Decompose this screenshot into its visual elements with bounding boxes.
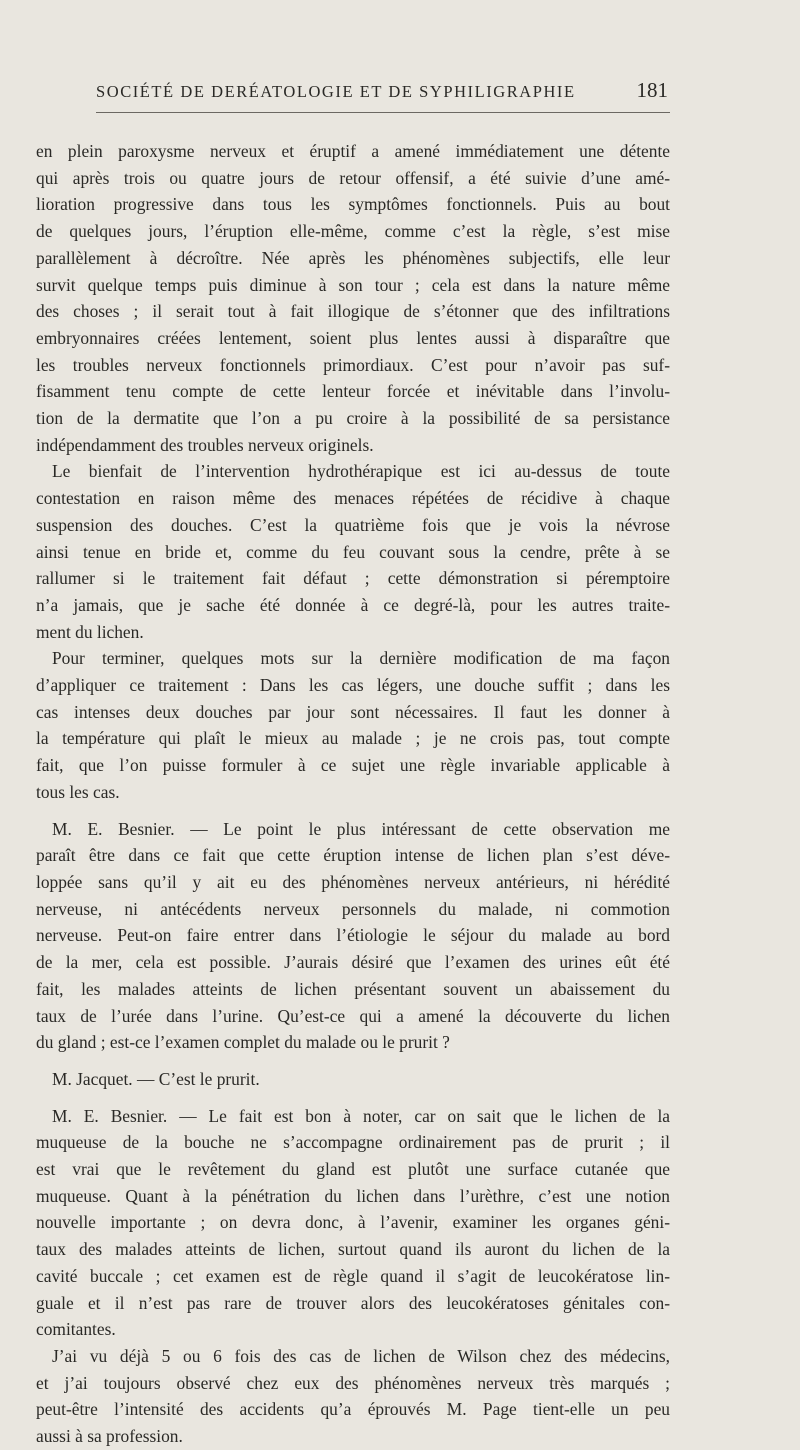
text-line: aussi à sa profession. [36, 1426, 183, 1447]
text-line: peut-être l’intensité des accidents qu’a éprouvés M. Page tient-elle un peu [36, 1399, 670, 1420]
text-line: tion de la dermatite que l’on a pu croire à la possibilité de sa persistance [36, 408, 670, 429]
text-line: d’appliquer ce traitement : Dans les cas légers, une douche suffit ; dans les [36, 675, 670, 696]
text-line: tous les cas. [36, 781, 120, 802]
text-line: des choses ; il serait tout à fait illogique de s’étonner que des infiltrations [36, 301, 670, 322]
page-number: 181 [636, 78, 668, 102]
text-line: les troubles nerveux fonctionnels primordiaux. C’est pour n’avoir pas suf- [36, 354, 670, 375]
text-line: muqueuse. Quant à la pénétration du lichen dans l’urèthre, c’est une notion [36, 1185, 670, 1206]
text-line: J’ai vu déjà 5 ou 6 fois des cas de lichen de Wilson chez des médecins, [52, 1345, 670, 1366]
text-line: rallumer si le traitement fait défaut ; cette démonstration si péremptoire [36, 568, 670, 589]
text-line: M. E. Besnier. — Le fait est bon à noter, car on sait que le lichen de la [52, 1105, 670, 1126]
paragraph [36, 1066, 670, 1093]
paragraph [36, 645, 670, 805]
text-line: de la mer, cela est possible. J’aurais désiré que l’examen des urines eût été [36, 952, 670, 973]
text-line: Pour terminer, quelques mots sur la dernière modification de ma façon [52, 648, 670, 669]
text-line: paraît être dans ce fait que cette éruption intense de lichen plan s’est déve- [36, 845, 670, 866]
text-line: qui après trois ou quatre jours de retour offensif, a été suivie d’une amé- [36, 167, 670, 188]
text-line: embryonnaires créées lentement, soient plus lentes aussi à disparaître que [36, 327, 670, 348]
text-line: survit quelque temps puis diminue à son tour ; cela est dans la nature même [36, 274, 670, 295]
text-line: loppée sans qu’il y ait eu des phénomènes nerveux antérieurs, ni hérédité [36, 871, 670, 892]
text-line: ment du lichen. [36, 621, 144, 642]
paragraph [36, 1103, 670, 1343]
text-line: est vrai que le revêtement du gland est plutôt une surface cutanée que [36, 1159, 670, 1180]
text-line: M. Jacquet. — C’est le prurit. [52, 1068, 260, 1089]
text-line: taux des malades atteints de lichen, surtout quand ils auront du lichen de la [36, 1239, 670, 1260]
text-line: nerveuse, ni antécédents nerveux personnels du malade, ni commotion [36, 898, 670, 919]
text-line: de quelques jours, l’éruption elle-même, comme c’est la règle, s’est mise [36, 221, 670, 242]
paragraph [36, 458, 670, 645]
text-line: muqueuse de la bouche ne s’accompagne ordinairement pas de prurit ; il [36, 1132, 670, 1153]
text-line: cavité buccale ; cet examen est de règle quand il s’agit de leucokératose lin- [36, 1265, 670, 1286]
text-line: contestation en raison même des menaces répétées de récidive à chaque [36, 488, 670, 509]
running-title: SOCIÉTÉ DE DERÉATOLOGIE ET DE SYPHILIGRAPHIE [96, 82, 576, 101]
text-line: en plein paroxysme nerveux et éruptif a amené immédiatement une détente [36, 141, 670, 161]
text-line: fait, que l’on puisse formuler à ce sujet une règle invariable applicable à [36, 755, 670, 776]
text-line: fait, les malades atteints de lichen présentant souvent un abaissement du [36, 978, 670, 999]
page-header [96, 78, 670, 108]
text-line: et j’ai toujours observé chez eux des phénomènes nerveux très marqués ; [36, 1372, 670, 1393]
body-text [36, 138, 670, 1450]
text-line: nouvelle importante ; on devra donc, à l’avenir, examiner les organes géni- [36, 1212, 670, 1233]
text-line: nerveuse. Peut-on faire entrer dans l’étiologie le séjour du malade au bord [36, 925, 670, 946]
text-line: parallèlement à décroître. Née après les phénomènes subjectifs, elle leur [36, 247, 670, 268]
text-line: suspension des douches. C’est la quatrième fois que je vois la névrose [36, 514, 670, 535]
text-line: M. E. Besnier. — Le point le plus intéressant de cette observation me [52, 818, 670, 839]
paragraph [36, 1343, 670, 1450]
text-line: indépendamment des troubles nerveux originels. [36, 434, 374, 455]
text-line: n’a jamais, que je sache été donnée à ce degré-là, pour les autres traite- [36, 594, 670, 615]
text-line: comitantes. [36, 1319, 116, 1340]
text-line: cas intenses deux douches par jour sont nécessaires. Il faut les donner à [36, 701, 670, 722]
paragraph [36, 138, 670, 458]
text-line: du gland ; est-ce l’examen complet du malade ou le prurit ? [36, 1032, 450, 1053]
header-rule [96, 112, 670, 113]
text-line: guale et il n’est pas rare de trouver alors des leucokératoses génitales con- [36, 1292, 670, 1313]
text-line: taux de l’urée dans l’urine. Qu’est-ce qui a amené la découverte du lichen [36, 1005, 670, 1026]
text-line: fisamment tenu compte de cette lenteur forcée et inévitable dans l’involu- [36, 381, 670, 402]
text-line: ainsi tenue en bride et, comme du feu couvant sous la cendre, prête à se [36, 541, 670, 562]
paragraph [36, 816, 670, 1056]
text-line: Le bienfait de l’intervention hydrothérapique est ici au-dessus de toute [52, 461, 670, 482]
text-line: lioration progressive dans tous les symptômes fonctionnels. Puis au bout [36, 194, 670, 215]
text-line: la température qui plaît le mieux au malade ; je ne crois pas, tout compte [36, 728, 670, 749]
